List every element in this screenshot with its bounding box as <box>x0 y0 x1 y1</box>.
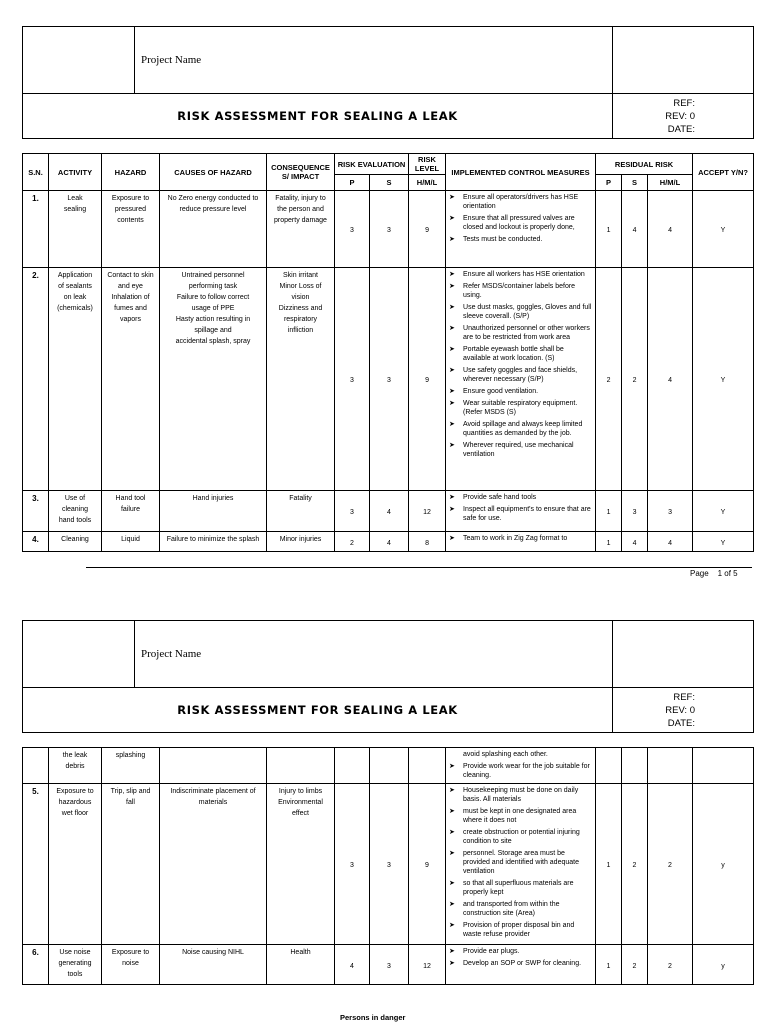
cell-line: Untrained personnel <box>181 272 245 279</box>
risk-level: 12 <box>409 945 446 985</box>
date-label: DATE: <box>667 717 695 729</box>
control-measure <box>449 534 592 543</box>
control-measure <box>449 947 592 956</box>
hazard-cell <box>102 191 160 268</box>
causes-cell <box>160 268 267 491</box>
cell-line: Inhalation of <box>111 294 150 301</box>
accept-value <box>693 748 754 784</box>
control-text: Avoid spillage and always keep limited quantities as demanded by the job. <box>463 421 583 437</box>
risk-s: 3 <box>370 945 409 985</box>
accept-value: y <box>693 784 754 945</box>
row-number: 3. <box>23 491 49 532</box>
control-measure <box>449 762 592 780</box>
ref-block <box>613 688 754 733</box>
cell-line: Hand tool <box>115 495 146 502</box>
residual-s <box>622 748 648 784</box>
residual-hml <box>648 748 693 784</box>
arrow-bullet-icon: ➤ <box>449 880 455 887</box>
control-measure <box>449 849 592 876</box>
risk-table-page2 <box>22 747 754 985</box>
risk-level <box>409 748 446 784</box>
row-number: 5. <box>23 784 49 945</box>
ref-label: REF: <box>673 97 695 109</box>
residual-p: 1 <box>596 532 622 552</box>
controls-cell <box>446 945 596 985</box>
risk-p: 3 <box>335 268 370 491</box>
control-text: Housekeeping must be done on daily basis. All materials <box>463 787 579 803</box>
cell-line: noise <box>122 960 139 967</box>
control-text: so that all superfluous materials are properly kept <box>463 880 574 896</box>
control-text: Provide safe hand tools <box>463 494 537 501</box>
control-text: Refer MSDS/container labels before using. <box>463 283 576 299</box>
control-measure <box>449 399 592 417</box>
col-p: P <box>335 175 370 191</box>
logo-cell <box>23 621 135 688</box>
cell-line: Failure to minimize the splash <box>166 536 260 543</box>
accept-value: Y <box>693 491 754 532</box>
arrow-bullet-icon: ➤ <box>449 346 455 353</box>
table-row <box>23 748 754 784</box>
risk-level: 9 <box>409 191 446 268</box>
consequence-cell <box>267 491 335 532</box>
residual-hml: 2 <box>648 784 693 945</box>
arrow-bullet-icon: ➤ <box>449 283 455 290</box>
col-residual-hml: H/M/L <box>648 175 693 191</box>
control-text: Tests must be conducted. <box>463 236 543 243</box>
table-row <box>23 532 754 552</box>
row-number <box>23 748 49 784</box>
arrow-bullet-icon: ➤ <box>449 442 455 449</box>
control-text: Ensure that all pressured valves are closed and lockout is properly done, <box>463 215 575 231</box>
control-measure <box>449 828 592 846</box>
control-text: avoid splashing each other. <box>463 751 548 758</box>
control-text: Inspect all equipment's to ensure that are safe for use. <box>463 506 591 522</box>
accept-value: Y <box>693 191 754 268</box>
col-activity: ACTIVITY <box>49 154 102 191</box>
activity-cell <box>49 748 102 784</box>
document-title: RISK ASSESSMENT FOR SEALING A LEAK <box>23 688 613 733</box>
residual-hml: 3 <box>648 491 693 532</box>
consequence-cell <box>267 268 335 491</box>
control-text: and transported from within the construction site (Area) <box>463 901 560 917</box>
blank-cell <box>613 27 754 94</box>
residual-s: 2 <box>622 784 648 945</box>
ref-block <box>613 94 754 139</box>
residual-hml: 4 <box>648 191 693 268</box>
cell-line: spillage and <box>194 327 232 334</box>
cell-line: the person and <box>277 206 324 213</box>
risk-s: 4 <box>370 532 409 552</box>
residual-hml: 2 <box>648 945 693 985</box>
cell-line: Trip, slip and <box>110 788 151 795</box>
cell-line: Hasty action resulting in <box>175 316 251 323</box>
causes-cell <box>160 784 267 945</box>
risk-p: 4 <box>335 945 370 985</box>
cell-line: Minor injuries <box>279 536 322 543</box>
col-accept: ACCEPT Y/N? <box>693 154 754 191</box>
control-text: Wherever required, use mechanical ventilation <box>463 442 574 458</box>
cell-line: usage of PPE <box>191 305 235 312</box>
control-measure <box>449 807 592 825</box>
control-measure <box>449 345 592 363</box>
cell-line: contents <box>117 217 144 224</box>
cell-line: splashing <box>115 752 146 759</box>
cell-line: and eye <box>118 283 143 290</box>
cell-line: materials <box>198 799 228 806</box>
cell-line: hazardous <box>58 799 92 806</box>
spacer <box>449 750 463 759</box>
residual-s: 2 <box>622 268 648 491</box>
risk-s: 3 <box>370 268 409 491</box>
cell-line: Minor Loss of <box>279 283 322 290</box>
residual-s: 4 <box>622 191 648 268</box>
cell-line: failure <box>120 506 141 513</box>
cell-line: Cleaning <box>61 536 89 543</box>
cell-line: Environmental <box>278 799 323 806</box>
arrow-bullet-icon: ➤ <box>449 506 455 513</box>
col-risk-evaluation: RISK EVALUATION <box>335 154 409 175</box>
col-consequence: CONSEQUENCE S/ IMPACT <box>267 154 335 191</box>
cell-line: tools <box>67 971 83 978</box>
risk-table-page1 <box>22 153 754 552</box>
cell-line: effect <box>292 810 309 817</box>
arrow-bullet-icon: ➤ <box>449 400 455 407</box>
control-measure <box>449 193 592 211</box>
cell-line: the leak <box>62 752 88 759</box>
row-number: 4. <box>23 532 49 552</box>
consequence-cell <box>267 945 335 985</box>
cell-line: Fatality, injury to <box>275 195 326 202</box>
causes-cell <box>160 532 267 552</box>
control-text: create obstruction or potential injuring condition to site <box>463 829 580 845</box>
control-text: must be kept in one designated area where it does not <box>463 808 577 824</box>
col-sn: S.N. <box>23 154 49 191</box>
control-text: Wear suitable respiratory equipment. (Refer MSDS (S) <box>463 400 578 416</box>
control-measure <box>449 303 592 321</box>
residual-p: 2 <box>596 268 622 491</box>
arrow-bullet-icon: ➤ <box>449 494 455 501</box>
col-controls: IMPLEMENTED CONTROL MEASURES <box>446 154 596 191</box>
control-measure <box>449 387 592 396</box>
cell-line: Liquid <box>121 536 140 543</box>
arrow-bullet-icon: ➤ <box>449 808 455 815</box>
risk-level: 9 <box>409 784 446 945</box>
consequence-cell <box>267 191 335 268</box>
controls-cell <box>446 784 596 945</box>
control-text: Ensure good ventilation. <box>463 388 539 395</box>
accept-value: Y <box>693 268 754 491</box>
cell-line: hand tools <box>58 517 92 524</box>
col-hml: H/M/L <box>409 175 446 191</box>
consequence-cell <box>267 748 335 784</box>
table-row <box>23 945 754 985</box>
cell-line: Fatality <box>289 495 312 502</box>
arrow-bullet-icon: ➤ <box>449 901 455 908</box>
arrow-bullet-icon: ➤ <box>449 388 455 395</box>
cell-line: property damage <box>274 217 327 224</box>
control-measure <box>449 493 592 502</box>
cell-line: debris <box>65 763 85 770</box>
risk-p: 2 <box>335 532 370 552</box>
activity-cell <box>49 491 102 532</box>
cell-line: reduce pressure level <box>179 206 247 213</box>
page-label: Page <box>690 569 709 578</box>
control-measure <box>449 505 592 523</box>
risk-level: 12 <box>409 491 446 532</box>
arrow-bullet-icon: ➤ <box>449 922 455 929</box>
hazard-cell <box>102 784 160 945</box>
hazard-cell <box>102 268 160 491</box>
control-measure <box>449 324 592 342</box>
col-residual-s: S <box>622 175 648 191</box>
cell-line: Use of <box>64 495 86 502</box>
cell-line: Injury to limbs <box>278 788 323 795</box>
control-text: Team to work in Zig Zag format to <box>463 535 568 542</box>
arrow-bullet-icon: ➤ <box>449 787 455 794</box>
arrow-bullet-icon: ➤ <box>449 194 455 201</box>
control-text: Portable eyewash bottle shall be available at work location. (S) <box>463 346 564 362</box>
control-measure <box>449 366 592 384</box>
controls-cell <box>446 491 596 532</box>
project-name: Project Name <box>135 621 613 688</box>
causes-cell <box>160 945 267 985</box>
control-text: Unauthorized personnel or other workers are to be restricted from work area <box>463 325 590 341</box>
causes-cell <box>160 491 267 532</box>
controls-cell <box>446 532 596 552</box>
hazard-cell <box>102 532 160 552</box>
cell-line: Skin irritant <box>282 272 318 279</box>
control-measure <box>449 235 592 244</box>
cell-line: Exposure to <box>111 949 150 956</box>
document-title: RISK ASSESSMENT FOR SEALING A LEAK <box>23 94 613 139</box>
activity-cell <box>49 784 102 945</box>
controls-cell <box>446 748 596 784</box>
cell-line: accidental splash, spray <box>175 338 251 345</box>
cell-line: cleaning <box>61 506 89 513</box>
arrow-bullet-icon: ➤ <box>449 304 455 311</box>
rev-label: REV: 0 <box>665 110 695 122</box>
page-number <box>690 569 738 578</box>
accept-value: Y <box>693 532 754 552</box>
arrow-bullet-icon: ➤ <box>449 535 455 542</box>
col-residual-risk: RESIDUAL RISK <box>596 154 693 175</box>
accept-value: y <box>693 945 754 985</box>
cell-line: Exposure to <box>111 195 150 202</box>
residual-p: 1 <box>596 945 622 985</box>
control-text: Ensure all operators/drivers has HSE orientation <box>463 194 579 210</box>
page2-header <box>22 620 754 733</box>
activity-cell <box>49 268 102 491</box>
col-causes: CAUSES OF HAZARD <box>160 154 267 191</box>
activity-cell <box>49 191 102 268</box>
control-measure <box>449 959 592 968</box>
persons-in-danger-heading: Persons in danger <box>340 1013 406 1022</box>
residual-p: 1 <box>596 784 622 945</box>
risk-s <box>370 748 409 784</box>
causes-cell <box>160 191 267 268</box>
arrow-bullet-icon: ➤ <box>449 236 455 243</box>
residual-s: 2 <box>622 945 648 985</box>
cell-line: (chemicals) <box>57 305 93 312</box>
cell-line: infliction <box>287 327 314 334</box>
control-measure <box>449 420 592 438</box>
control-measure <box>449 879 592 897</box>
arrow-bullet-icon: ➤ <box>449 960 455 967</box>
hazard-cell <box>102 491 160 532</box>
arrow-bullet-icon: ➤ <box>449 829 455 836</box>
control-text: Provide work wear for the job suitable for cleaning. <box>463 763 590 779</box>
activity-cell <box>49 945 102 985</box>
cell-line: sealing <box>63 206 87 213</box>
controls-cell <box>446 268 596 491</box>
table-row <box>23 784 754 945</box>
cell-line: wet floor <box>61 810 89 817</box>
residual-p: 1 <box>596 491 622 532</box>
control-measure <box>449 270 592 279</box>
table-row <box>23 491 754 532</box>
cell-line: respiratory <box>283 316 318 323</box>
arrow-bullet-icon: ➤ <box>449 215 455 222</box>
cell-line: vapors <box>119 316 141 323</box>
risk-level: 8 <box>409 532 446 552</box>
control-text: Ensure all workers has HSE orientation <box>463 271 585 278</box>
cell-line: Dizziness and <box>278 305 323 312</box>
risk-s: 3 <box>370 784 409 945</box>
cell-line: Exposure to <box>56 788 94 795</box>
control-measure <box>449 282 592 300</box>
table-row <box>23 191 754 268</box>
control-text: Use safety goggles and face shields, wherever necessary (S/P) <box>463 367 578 383</box>
control-text: Use dust masks, goggles, Gloves and full sleeve coverall. (S/P) <box>463 304 592 320</box>
arrow-bullet-icon: ➤ <box>449 948 455 955</box>
cell-line: Leak <box>67 195 83 202</box>
cell-line: Health <box>290 949 311 956</box>
residual-p: 1 <box>596 191 622 268</box>
cell-line: fall <box>126 799 135 806</box>
risk-s: 3 <box>370 191 409 268</box>
control-text: Provide ear plugs. <box>463 948 520 955</box>
page-count: 1 of 5 <box>717 569 738 578</box>
cell-line: vision <box>291 294 310 301</box>
blank-cell <box>613 621 754 688</box>
hazard-cell <box>102 945 160 985</box>
residual-hml: 4 <box>648 532 693 552</box>
cell-line: Indiscriminate placement of <box>170 788 256 795</box>
arrow-bullet-icon: ➤ <box>449 421 455 428</box>
control-text: personnel. Storage area must be provided and identified with adequate ventilation <box>463 850 579 875</box>
activity-cell <box>49 532 102 552</box>
control-measure <box>449 900 592 918</box>
cell-line: fumes and <box>114 305 147 312</box>
cell-line: of sealants <box>58 283 92 290</box>
arrow-bullet-icon: ➤ <box>449 271 455 278</box>
residual-p <box>596 748 622 784</box>
col-hazard: HAZARD <box>102 154 160 191</box>
cell-line: pressured <box>114 206 147 213</box>
cell-line: Noise causing NIHL <box>182 949 244 956</box>
table-row <box>23 268 754 491</box>
risk-p: 3 <box>335 191 370 268</box>
row-number: 2. <box>23 268 49 491</box>
residual-s: 3 <box>622 491 648 532</box>
risk-p: 3 <box>335 784 370 945</box>
row-number: 6. <box>23 945 49 985</box>
controls-cell <box>446 191 596 268</box>
cell-line: Failure to follow correct <box>176 294 250 301</box>
control-measure <box>449 214 592 232</box>
control-measure <box>449 786 592 804</box>
arrow-bullet-icon: ➤ <box>449 325 455 332</box>
logo-cell <box>23 27 135 94</box>
arrow-bullet-icon: ➤ <box>449 367 455 374</box>
cell-line: on leak <box>63 294 87 301</box>
causes-cell <box>160 748 267 784</box>
page-footer-rule <box>86 567 752 568</box>
rev-label: REV: 0 <box>665 704 695 716</box>
control-measure <box>449 441 592 459</box>
consequence-cell <box>267 532 335 552</box>
control-text: Provision of proper disposal bin and waste refuse provider <box>463 922 575 938</box>
cell-line: performing task <box>188 283 238 290</box>
arrow-bullet-icon: ➤ <box>449 850 455 857</box>
arrow-bullet-icon: ➤ <box>449 763 455 770</box>
hazard-cell <box>102 748 160 784</box>
consequence-cell <box>267 784 335 945</box>
control-lead <box>449 750 592 759</box>
col-s: S <box>370 175 409 191</box>
residual-hml: 4 <box>648 268 693 491</box>
date-label: DATE: <box>667 123 695 135</box>
ref-label: REF: <box>673 691 695 703</box>
control-text: Develop an SOP or SWP for cleaning. <box>463 960 582 967</box>
residual-s: 4 <box>622 532 648 552</box>
cell-line: Use noise <box>59 949 91 956</box>
cell-line: No Zero energy conducted to <box>167 195 259 202</box>
cell-line: Contact to skin <box>107 272 154 279</box>
row-number: 1. <box>23 191 49 268</box>
col-risk-level: RISK LEVEL <box>409 154 446 175</box>
risk-level: 9 <box>409 268 446 491</box>
control-measure <box>449 921 592 939</box>
cell-line: Application <box>57 272 93 279</box>
page1-header <box>22 26 754 139</box>
cell-line: Hand injuries <box>192 495 234 502</box>
project-name: Project Name <box>135 27 613 94</box>
risk-p: 3 <box>335 491 370 532</box>
cell-line: generating <box>58 960 92 967</box>
risk-s: 4 <box>370 491 409 532</box>
col-residual-p: P <box>596 175 622 191</box>
risk-p <box>335 748 370 784</box>
